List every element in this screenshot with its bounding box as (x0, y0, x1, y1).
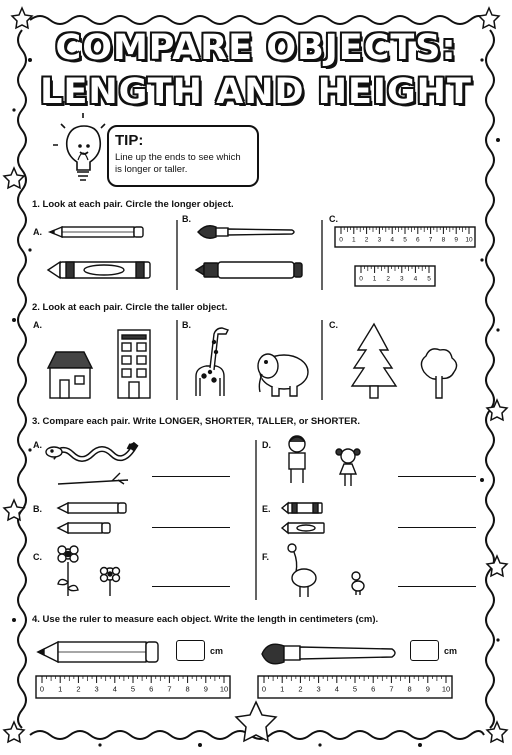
paintbrush (198, 226, 294, 238)
label-2a: A. (33, 320, 42, 330)
lightbulb-icon (53, 113, 113, 180)
label-2c: C. (329, 320, 338, 330)
crayon-long (48, 262, 150, 278)
ruler-long-tick-label: 3 (377, 236, 382, 244)
boy (289, 436, 305, 483)
ruler-measure-2 (258, 676, 452, 698)
label-3d: D. (262, 440, 271, 450)
ruler-long-tick-label: 0 (339, 236, 343, 244)
ruler-measure-1-tick-label: 10 (219, 684, 229, 694)
round-tree (421, 349, 456, 398)
question-4: 4. Use the ruler to measure each object. Write the length in centimeters (cm). (32, 614, 379, 625)
ruler-measure-2-tick-label: 8 (407, 684, 412, 694)
ruler-short-tick-label: 5 (427, 275, 431, 283)
ruler-measure-2-tick-label: 5 (352, 684, 358, 694)
ruler-measure-1 (36, 676, 230, 698)
paintbrush-measure (262, 644, 395, 664)
girl (336, 449, 360, 486)
label-1a: A. (33, 227, 42, 237)
pencil-short-2 (58, 523, 110, 533)
elephant (258, 354, 308, 396)
ruler-measure-2-tick-label: 10 (441, 684, 451, 694)
marker (196, 262, 302, 278)
crayon-e1 (282, 503, 322, 513)
ruler-short-tick-label: 4 (413, 275, 418, 283)
building (118, 330, 150, 398)
ruler-measure-1-tick-label: 5 (130, 684, 136, 694)
ruler-measure-2-tick-label: 1 (280, 684, 285, 694)
answer-line-3e[interactable] (398, 527, 476, 528)
crayon-e2 (282, 523, 324, 533)
ruler-long-tick-label: 6 (415, 236, 420, 244)
ruler-short-tick-label: 0 (359, 275, 363, 283)
ruler-measure-1-tick-label: 9 (203, 684, 208, 694)
ruler-short-tick-label: 3 (399, 275, 404, 283)
giraffe (196, 328, 228, 396)
label-1c: C. (329, 214, 338, 224)
ruler-measure-1-tick-label: 2 (76, 684, 81, 694)
answer-line-3d[interactable] (398, 476, 476, 477)
label-3e: E. (262, 504, 271, 514)
ruler-long-tick-label: 9 (454, 236, 459, 244)
ruler-long-tick-label: 8 (441, 236, 446, 244)
ruler-long-tick-label: 10 (465, 236, 473, 244)
ruler-short-tick-label: 1 (372, 275, 377, 283)
ruler-long-tick-label: 5 (403, 236, 407, 244)
tip-text: Line up the ends to see which is longer or taller. (115, 152, 241, 175)
ruler-measure-2-tick-label: 2 (298, 684, 303, 694)
question-2: 2. Look at each pair. Circle the taller object. (32, 302, 228, 313)
label-1b: B. (182, 214, 191, 224)
tip-heading: TIP: (115, 132, 144, 149)
answer-line-3c[interactable] (152, 586, 230, 587)
unit-label-4b: cm (444, 646, 458, 656)
worksheet-title-line2: LENGTH AND HEIGHT (40, 72, 472, 112)
ruler-long-tick-label: 1 (351, 236, 356, 244)
chick (352, 572, 364, 595)
ruler-measure-2-tick-label: 7 (389, 684, 394, 694)
ruler-measure-2-tick-label: 4 (334, 684, 339, 694)
ruler-measure-1-tick-label: 3 (94, 684, 99, 694)
answer-line-3b[interactable] (152, 527, 230, 528)
ruler-measure-2-tick-label: 3 (316, 684, 321, 694)
tall-flower (58, 546, 78, 596)
answer-box-4b[interactable] (410, 640, 439, 661)
ruler-measure-1-tick-label: 1 (58, 684, 63, 694)
answer-box-4a[interactable] (176, 640, 205, 661)
label-2b: B. (182, 320, 191, 330)
ruler-long-tick-label: 7 (428, 236, 433, 244)
ruler-measure-1-tick-label: 0 (39, 684, 45, 694)
snake (46, 444, 136, 459)
answer-line-3f[interactable] (398, 586, 476, 587)
short-flower (101, 568, 120, 597)
label-3c: C. (33, 552, 42, 562)
ruler-short (355, 266, 435, 286)
unit-label-4a: cm (210, 646, 224, 656)
question-3: 3. Compare each pair. Write LONGER, SHORTER, TALLER, or SHORTER. (32, 416, 360, 427)
tall-tree (352, 324, 396, 398)
ruler-measure-2-tick-label: 9 (425, 684, 430, 694)
ruler-measure-1-tick-label: 8 (185, 684, 190, 694)
pencil-measure (38, 642, 158, 662)
ruler-long (335, 227, 475, 247)
stick (58, 473, 128, 484)
ruler-measure-2-tick-label: 0 (261, 684, 267, 694)
ruler-long-tick-label: 2 (364, 236, 369, 244)
label-3a: A. (33, 440, 42, 450)
answer-line-3a[interactable] (152, 476, 230, 477)
ruler-measure-1-tick-label: 4 (112, 684, 117, 694)
ruler-long-tick-label: 4 (390, 236, 395, 244)
ostrich (288, 544, 316, 597)
ruler-short-tick-label: 2 (386, 275, 391, 283)
pencil-short (50, 227, 143, 237)
question-1: 1. Look at each pair. Circle the longer object. (32, 199, 234, 210)
label-3f: F. (262, 552, 270, 562)
ruler-measure-1-tick-label: 6 (149, 684, 154, 694)
worksheet-title-line1: COMPARE OBJECTS: (55, 28, 457, 68)
ruler-measure-2-tick-label: 6 (371, 684, 376, 694)
label-3b: B. (33, 504, 42, 514)
pencil-long (58, 503, 126, 513)
house (48, 352, 92, 398)
ruler-measure-1-tick-label: 7 (167, 684, 172, 694)
